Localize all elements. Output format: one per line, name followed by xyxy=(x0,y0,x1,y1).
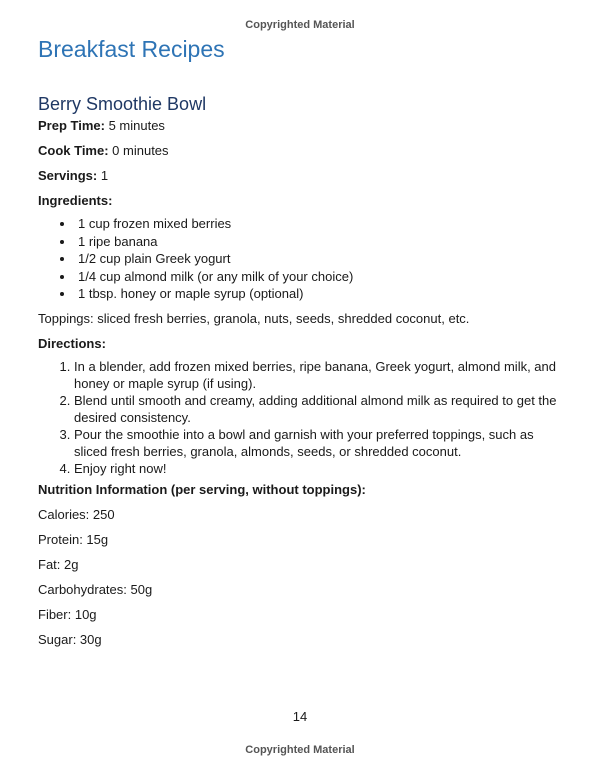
copyright-header: Copyrighted Material xyxy=(245,19,355,31)
nutrition-carbohydrates: Carbohydrates: 50g xyxy=(38,581,153,597)
recipe-title: Berry Smoothie Bowl xyxy=(38,94,207,114)
page-number: 14 xyxy=(292,709,308,724)
nutrition-calories: Calories: 250 xyxy=(38,506,115,522)
nutrition-heading: Nutrition Information (per serving, without toppings): xyxy=(38,481,366,497)
cook-time-value: 0 minutes xyxy=(108,143,169,158)
nutrition-sugar: Sugar: 30g xyxy=(38,631,102,647)
copyright-footer: Copyrighted Material xyxy=(245,744,355,756)
ingredient-item: • 1 cup frozen mixed berries xyxy=(75,215,568,233)
prep-time-value: 5 minutes xyxy=(104,118,165,133)
ingredient-item: • 1/2 cup plain Greek yogurt xyxy=(75,250,568,268)
ingredients-list xyxy=(38,215,568,303)
nutrition-protein: Protein: 15g xyxy=(38,531,109,547)
ingredient-item: • 1/4 cup almond milk (or any milk of your choice) xyxy=(75,268,568,286)
directions-heading: Directions: xyxy=(38,335,106,351)
servings-label: Servings: xyxy=(38,168,98,183)
servings xyxy=(38,167,568,184)
nutrition-fiber: Fiber: 10g xyxy=(38,606,97,622)
ingredient-item: • 1 ripe banana xyxy=(75,233,568,251)
direction-step: 4. Enjoy right now! xyxy=(74,460,568,477)
recipe-content xyxy=(38,117,568,656)
toppings-text: Toppings: sliced fresh berries, granola, nuts, seeds, shredded coconut, etc. xyxy=(38,310,470,326)
directions-list xyxy=(38,358,568,477)
ingredient-item: • 1 tbsp. honey or maple syrup (optional) xyxy=(75,285,568,303)
servings-value: 1 xyxy=(97,168,109,183)
direction-step: 2. Blend until smooth and creamy, adding additional almond milk as required to get the desired consistency. xyxy=(74,392,568,426)
ingredients-heading: Ingredients: xyxy=(38,193,113,208)
prep-time xyxy=(38,117,568,134)
cook-time xyxy=(38,142,568,159)
nutrition-fat: Fat: 2g xyxy=(38,556,79,572)
direction-step: 3. Pour the smoothie into a bowl and garnish with your preferred toppings, such as sliced fresh berries, granola, almonds, seeds, or shredded coconut. xyxy=(74,426,568,460)
section-title: Breakfast Recipes xyxy=(38,36,225,62)
direction-step: 1. In a blender, add frozen mixed berries, ripe banana, Greek yogurt, almond milk, and honey or maple syrup (if using). xyxy=(74,358,568,392)
cook-time-label: Cook Time: xyxy=(38,143,109,158)
prep-time-label: Prep Time: xyxy=(38,118,105,133)
